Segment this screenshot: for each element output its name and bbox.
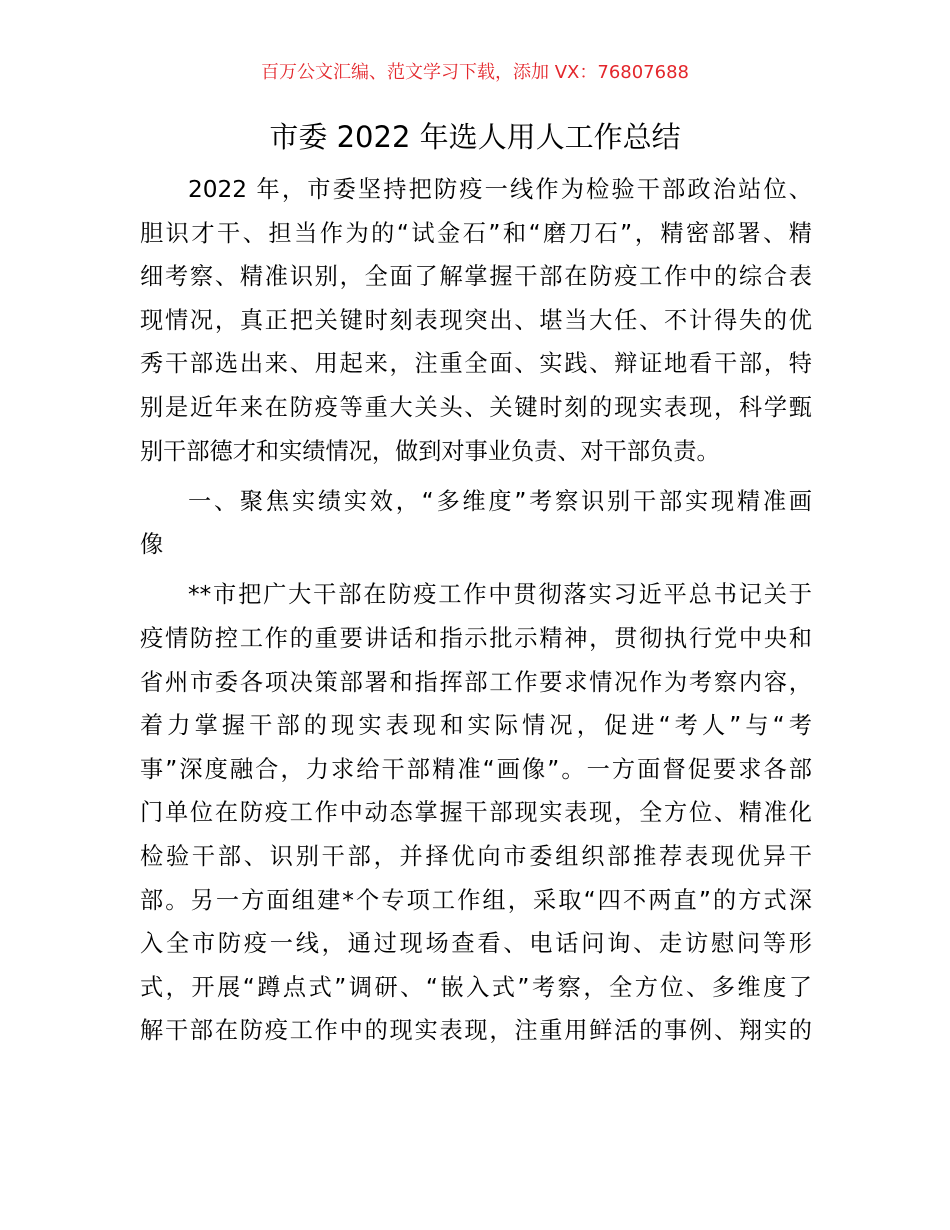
paragraph: [140, 480, 812, 567]
text-line: 式，开展“蹲点式”调研、“嵌入式”考察，全方位、多维度了: [140, 973, 812, 1001]
text-line: 事”深度融合，力求给干部精准“画像”。一方面督促要求各部: [140, 755, 812, 783]
text-line: 别是近年来在防疫等重大关头、关键时刻的现实表现，科学甄: [140, 393, 812, 421]
text-line: 别干部德才和实绩情况，做到对事业负责、对干部负责。: [140, 437, 720, 465]
download-banner: 百万公文汇编、范文学习下载，添加 VX：76807688: [261, 62, 689, 83]
text-line: 现情况，真正把关键时刻表现突出、堪当大任、不计得失的优: [140, 306, 812, 334]
text-line: 疫情防控工作的重要讲话和指示批示精神，贯彻执行党中央和: [140, 624, 812, 652]
paragraph: [140, 168, 812, 473]
text-line: 部。另一方面组建*个专项工作组，采取“四不两直”的方式深: [140, 886, 812, 914]
text-line: 一、聚焦实绩实效，“多维度”考察识别干部实现精准画: [188, 487, 812, 515]
text-line: 细考察、精准识别，全面了解掌握干部在防疫工作中的综合表: [140, 263, 812, 291]
text-line: 检验干部、识别干部，并择优向市委组织部推荐表现优异干: [140, 842, 812, 870]
text-line: 胆识才干、担当作为的“试金石”和“磨刀石”，精密部署、精: [140, 219, 812, 247]
paragraph: [140, 573, 812, 1053]
text-line: 省州市委各项决策部署和指挥部工作要求情况作为考察内容，: [140, 668, 812, 696]
document-title: 市委 2022 年选人用人工作总结: [269, 120, 681, 154]
text-line: 着力掌握干部的现实表现和实际情况，促进“考人”与“考: [140, 712, 812, 740]
text-line: 解干部在防疫工作中的现实表现，注重用鲜活的事例、翔实的: [140, 1017, 812, 1045]
text-line: **市把广大干部在防疫工作中贯彻落实习近平总书记关于: [188, 581, 812, 609]
text-line: 2022 年，市委坚持把防疫一线作为检验干部政治站位、: [188, 176, 812, 203]
text-line: 像: [140, 531, 164, 559]
text-line: 门单位在防疫工作中动态掌握干部现实表现，全方位、精准化: [140, 799, 812, 827]
text-line: 入全市防疫一线，通过现场查看、电话问询、走访慰问等形: [140, 930, 812, 958]
text-line: 秀干部选出来、用起来，注重全面、实践、辩证地看干部，特: [140, 350, 812, 378]
document-body: [140, 168, 812, 1053]
